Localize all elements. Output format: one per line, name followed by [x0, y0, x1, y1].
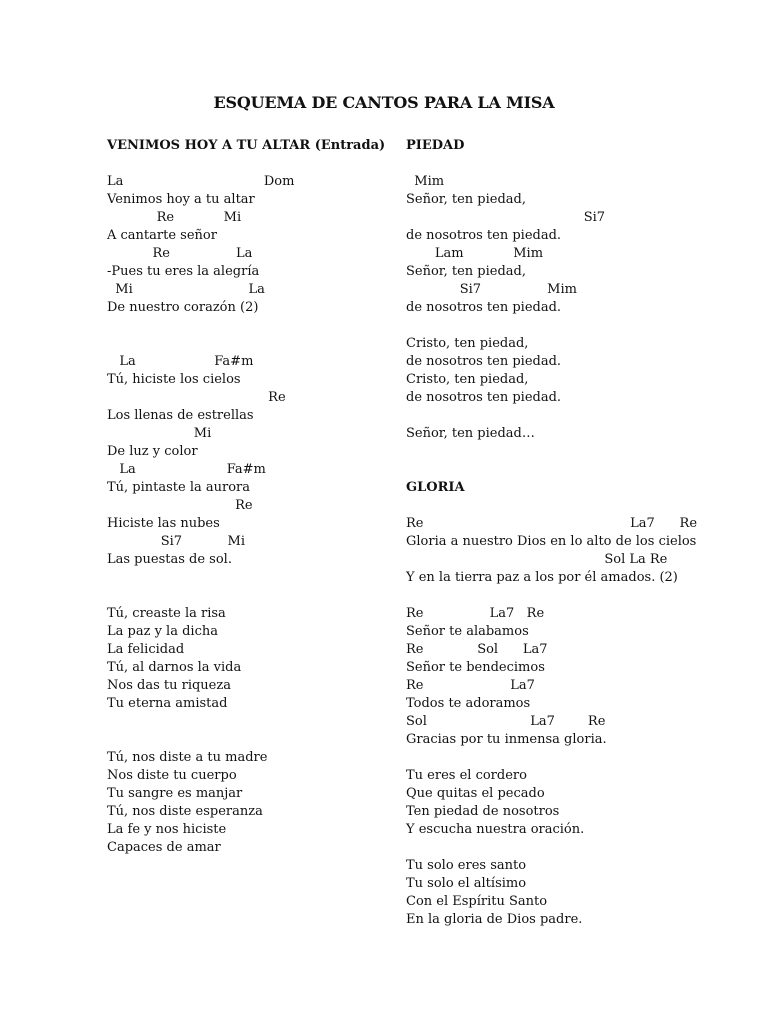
- lyric-line: Tu sangre es manjar: [107, 786, 243, 801]
- lyric-line: de nosotros ten piedad.: [406, 390, 562, 405]
- chord-line: La Fa#m: [107, 354, 254, 369]
- blank-line: [406, 839, 706, 857]
- lyric-line: Nos diste tu cuerpo: [107, 768, 237, 783]
- lyric-line: La paz y la dicha: [107, 624, 218, 639]
- lyric-line: Y en la tierra paz a los por él amados. (2): [406, 570, 678, 585]
- blank-line: [406, 443, 706, 461]
- chord-line: Si7 Mi: [107, 534, 245, 549]
- blank-line: [406, 587, 706, 605]
- lyric-line: A cantarte señor: [107, 228, 217, 243]
- blank-line: [406, 749, 706, 767]
- lyric-line: Con el Espíritu Santo: [406, 894, 548, 909]
- lyric-line: Tu solo el altísimo: [406, 876, 527, 891]
- section-heading: VENIMOS HOY A TU ALTAR (Entrada): [107, 138, 386, 153]
- chord-line: Mi La: [107, 282, 265, 297]
- chord-line: La Fa#m: [107, 462, 266, 477]
- chord-line: Re: [107, 390, 286, 405]
- lyric-line: Los llenas de estrellas: [107, 408, 254, 423]
- lyric-line: Hiciste las nubes: [107, 516, 220, 531]
- lyric-line: Señor, ten piedad…: [406, 426, 535, 441]
- chord-line: Re La7: [406, 678, 535, 693]
- blank-line: [107, 335, 387, 353]
- chord-line: Re Sol La7: [406, 642, 548, 657]
- lyric-line: Señor te bendecimos: [406, 660, 545, 675]
- chord-line: Mi: [107, 426, 212, 441]
- blank-line: [107, 317, 387, 335]
- lyric-line: Las puestas de sol.: [107, 552, 232, 567]
- lyric-line: La fe y nos hiciste: [107, 822, 227, 837]
- lyric-line: Tu eterna amistad: [107, 696, 228, 711]
- document-title: ESQUEMA DE CANTOS PARA LA MISA: [213, 93, 555, 112]
- chord-line: Re: [107, 498, 253, 513]
- chord-line: Re Mi: [107, 210, 242, 225]
- blank-line: [107, 731, 387, 749]
- lyric-line: Todos te adoramos: [406, 696, 531, 711]
- blank-line: [406, 155, 706, 173]
- left-column: [107, 137, 387, 857]
- blank-line: [406, 497, 706, 515]
- lyric-line: De nuestro corazón (2): [107, 300, 259, 315]
- lyric-line: Tu solo eres santo: [406, 858, 527, 873]
- blank-line: [107, 569, 387, 587]
- blank-line: [107, 587, 387, 605]
- chord-line: Si7: [406, 210, 606, 225]
- lyric-line: Capaces de amar: [107, 840, 221, 855]
- lyric-line: Señor, ten piedad,: [406, 264, 526, 279]
- chord-line: Lam Mim: [406, 246, 544, 261]
- lyric-line: Señor te alabamos: [406, 624, 529, 639]
- lyric-line: -Pues tu eres la alegría: [107, 264, 260, 279]
- lyric-line: De luz y color: [107, 444, 198, 459]
- blank-line: [406, 317, 706, 335]
- blank-line: [406, 461, 706, 479]
- lyric-line: Tú, pintaste la aurora: [107, 480, 251, 495]
- lyric-line: Tú, al darnos la vida: [107, 660, 242, 675]
- section-heading: GLORIA: [406, 480, 465, 495]
- lyric-line: Tú, creaste la risa: [107, 606, 226, 621]
- lyric-line: Tú, nos diste esperanza: [107, 804, 263, 819]
- lyric-line: En la gloria de Dios padre.: [406, 912, 583, 927]
- lyric-line: Y escucha nuestra oración.: [406, 822, 585, 837]
- lyric-line: Tú, hiciste los cielos: [107, 372, 241, 387]
- right-column: [406, 137, 706, 929]
- section-heading: PIEDAD: [406, 138, 465, 153]
- lyric-line: de nosotros ten piedad.: [406, 300, 562, 315]
- lyric-line: La felicidad: [107, 642, 185, 657]
- lyric-line: Gracias por tu inmensa gloria.: [406, 732, 607, 747]
- lyric-line: de nosotros ten piedad.: [406, 228, 562, 243]
- lyric-line: Cristo, ten piedad,: [406, 372, 529, 387]
- lyric-line: Señor, ten piedad,: [406, 192, 526, 207]
- chord-line: Re La7 Re: [406, 606, 545, 621]
- blank-line: [406, 407, 706, 425]
- chord-line: Sol La7 Re: [406, 714, 606, 729]
- blank-line: [107, 713, 387, 731]
- lyric-line: Gloria a nuestro Dios en lo alto de los cielos: [406, 534, 697, 549]
- chord-line: Re La: [107, 246, 253, 261]
- lyric-line: Cristo, ten piedad,: [406, 336, 529, 351]
- chord-line: Sol La Re: [406, 552, 668, 567]
- lyric-line: Venimos hoy a tu altar: [107, 192, 255, 207]
- chord-line: Re La7 Re: [406, 516, 698, 531]
- lyric-line: Tú, nos diste a tu madre: [107, 750, 268, 765]
- chord-line: La Dom: [107, 174, 295, 189]
- lyric-line: Que quitas el pecado: [406, 786, 545, 801]
- lyric-line: Ten piedad de nosotros: [406, 804, 560, 819]
- lyric-line: Tu eres el cordero: [406, 768, 527, 783]
- chord-line: Si7 Mim: [406, 282, 577, 297]
- blank-line: [107, 155, 387, 173]
- lyric-line: de nosotros ten piedad.: [406, 354, 562, 369]
- lyric-line: Nos das tu riqueza: [107, 678, 231, 693]
- chord-line: Mim: [406, 174, 445, 189]
